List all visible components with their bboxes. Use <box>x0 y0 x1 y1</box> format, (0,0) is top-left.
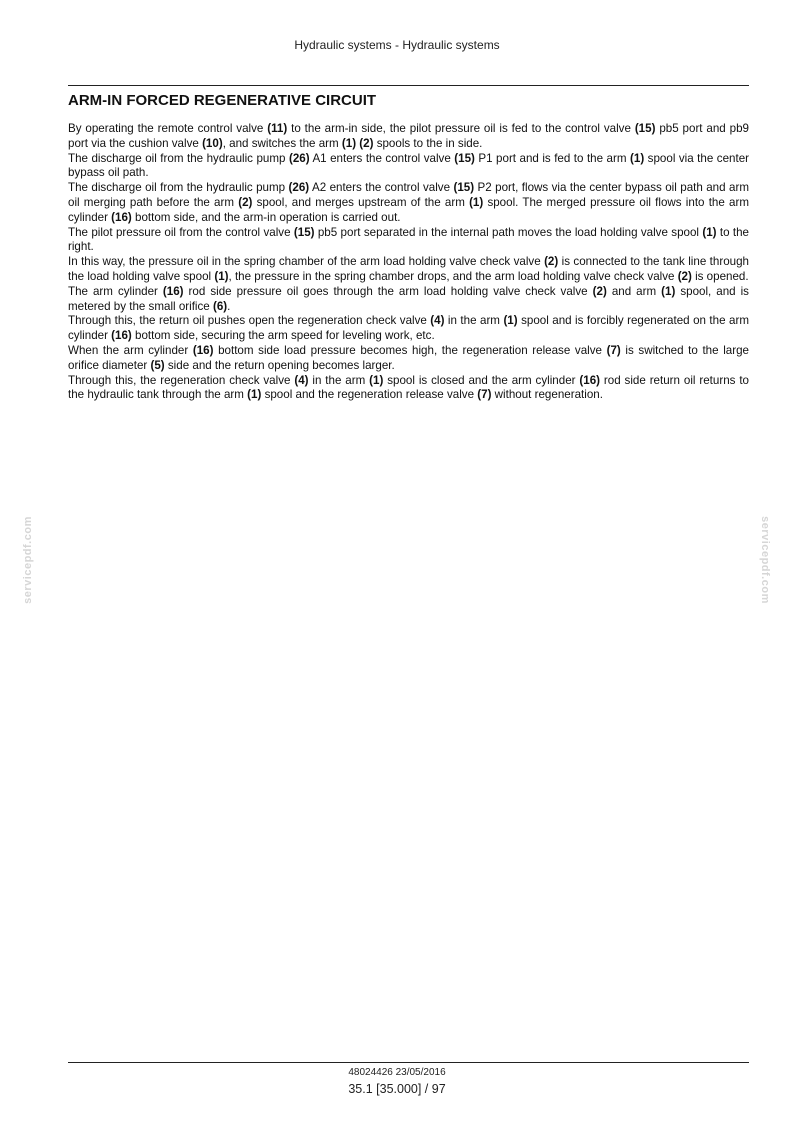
paragraph <box>68 226 749 256</box>
paragraph <box>68 314 749 344</box>
component-reference: (15) <box>454 151 475 165</box>
text-run: rod side return oil returns to the hydraulic tank through the arm <box>68 373 749 402</box>
component-reference: (1) <box>661 284 676 298</box>
component-reference: (2) <box>238 195 253 209</box>
component-reference: (16) <box>111 210 132 224</box>
component-reference: (1) <box>214 269 229 283</box>
text-run: bottom side, securing the arm speed for leveling work, etc. <box>131 329 435 343</box>
section-title: ARM-IN FORCED REGENERATIVE CIRCUIT <box>68 92 377 109</box>
component-reference: (2) <box>677 269 692 283</box>
text-run: spool is closed and the arm cylinder <box>383 373 580 387</box>
text-run: to the arm-in side, the pilot pressure oil is fed to the control valve <box>287 122 635 135</box>
text-run: spool and is forcibly regenerated on the arm cylinder <box>68 314 749 343</box>
component-reference: (1) <box>630 151 645 165</box>
text-run: A1 enters the control valve <box>309 151 455 165</box>
text-run: is switched to the large orifice diameter <box>68 343 749 372</box>
page-header-title: Hydraulic systems - Hydraulic systems <box>294 38 500 52</box>
header-divider <box>68 85 749 86</box>
text-run: spool, and merges upstream of the arm <box>252 195 470 209</box>
text-run: The arm cylinder <box>68 284 163 298</box>
component-reference: (1) <box>469 195 484 209</box>
text-run: pb5 port separated in the internal path moves the load holding valve spool <box>314 225 703 239</box>
text-run: Through this, the regeneration check valve <box>68 373 295 387</box>
text-run: spools to the in side. <box>373 136 483 150</box>
text-run: By operating the remote control valve <box>68 122 268 135</box>
component-reference: (2) <box>592 284 607 298</box>
text-run: A2 enters the control valve <box>309 181 454 195</box>
text-run: spool. The merged pressure oil flows into the arm cylinder <box>68 195 749 224</box>
component-reference: (16) <box>579 373 601 387</box>
text-run: in the arm <box>308 373 370 387</box>
component-reference: (1) <box>369 373 384 387</box>
text-run: In this way, the pressure oil in the spring chamber of the arm load holding valve check valve <box>68 255 545 269</box>
footer-divider <box>68 1062 749 1063</box>
component-reference: (7) <box>477 388 492 402</box>
footer-page-number: 35.1 [35.000] / 97 <box>348 1082 446 1096</box>
text-run: to the right. <box>68 225 749 254</box>
text-run: bottom side load pressure becomes high, the regeneration release valve <box>213 343 607 357</box>
paragraph <box>68 344 749 374</box>
component-reference: (26) <box>288 181 310 195</box>
text-run: The pilot pressure oil from the control valve <box>68 225 294 239</box>
text-run: in the arm <box>444 314 504 328</box>
text-run: and arm <box>606 284 662 298</box>
text-run: P1 port and is fed to the arm <box>474 151 631 165</box>
component-reference: (16) <box>111 329 132 343</box>
text-run: Through this, the return oil pushes open the regeneration check valve <box>68 314 431 328</box>
paragraph <box>68 374 749 404</box>
text-run: The discharge oil from the hydraulic pump <box>68 181 289 195</box>
text-run: P2 port, flows via the center bypass oil path and arm oil merging path before the arm <box>68 181 749 209</box>
component-reference: (1) <box>702 225 717 239</box>
paragraph <box>68 285 749 315</box>
component-reference: (4) <box>430 314 445 328</box>
component-reference: (10) <box>202 136 223 150</box>
text-run: without regeneration. <box>491 388 603 402</box>
component-reference: (16) <box>192 343 214 357</box>
paragraph <box>68 255 749 285</box>
text-run: rod side pressure oil goes through the arm load holding valve check valve <box>183 284 593 298</box>
component-reference: (4) <box>294 373 309 387</box>
component-reference: (1) (2) <box>341 136 374 150</box>
component-reference: (15) <box>293 225 315 239</box>
component-reference: (15) <box>453 181 475 195</box>
text-run: . <box>227 299 231 313</box>
text-run: side and the return opening becomes larger. <box>164 358 395 372</box>
paragraph <box>68 152 749 182</box>
component-reference: (1) <box>503 314 518 328</box>
text-run: is connected to the tank line through the load holding valve spool <box>68 255 749 283</box>
text-run: When the arm cylinder <box>68 343 193 357</box>
text-run: spool via the center bypass oil path. <box>68 151 750 180</box>
text-run: spool and the regeneration release valve <box>261 388 478 402</box>
component-reference: (7) <box>606 343 621 357</box>
watermark-right: servicepdf.com <box>759 516 771 604</box>
text-run: , the pressure in the spring chamber drops, and the arm load holding valve check valve <box>228 269 678 283</box>
footer-document-reference: 48024426 23/05/2016 <box>348 1067 446 1078</box>
text-run: spool, and is metered by the small orifice <box>68 284 749 313</box>
component-reference: (11) <box>267 122 288 135</box>
text-run: The discharge oil from the hydraulic pump <box>68 151 289 165</box>
text-run: bottom side, and the arm-in operation is carried out. <box>131 210 401 224</box>
component-reference: (6) <box>212 299 228 313</box>
text-run: is opened. <box>691 269 749 283</box>
watermark-left: servicepdf.com <box>22 516 34 604</box>
body-text <box>68 122 749 403</box>
paragraph <box>68 122 749 152</box>
component-reference: (5) <box>150 358 165 372</box>
component-reference: (15) <box>634 122 656 135</box>
text-run: , and switches the arm <box>222 136 342 150</box>
component-reference: (16) <box>162 284 184 298</box>
component-reference: (1) <box>247 388 262 402</box>
text-run: pb5 port and pb9 port via the cushion valve <box>68 122 749 150</box>
paragraph <box>68 181 749 225</box>
component-reference: (2) <box>544 255 559 269</box>
component-reference: (26) <box>288 151 310 165</box>
